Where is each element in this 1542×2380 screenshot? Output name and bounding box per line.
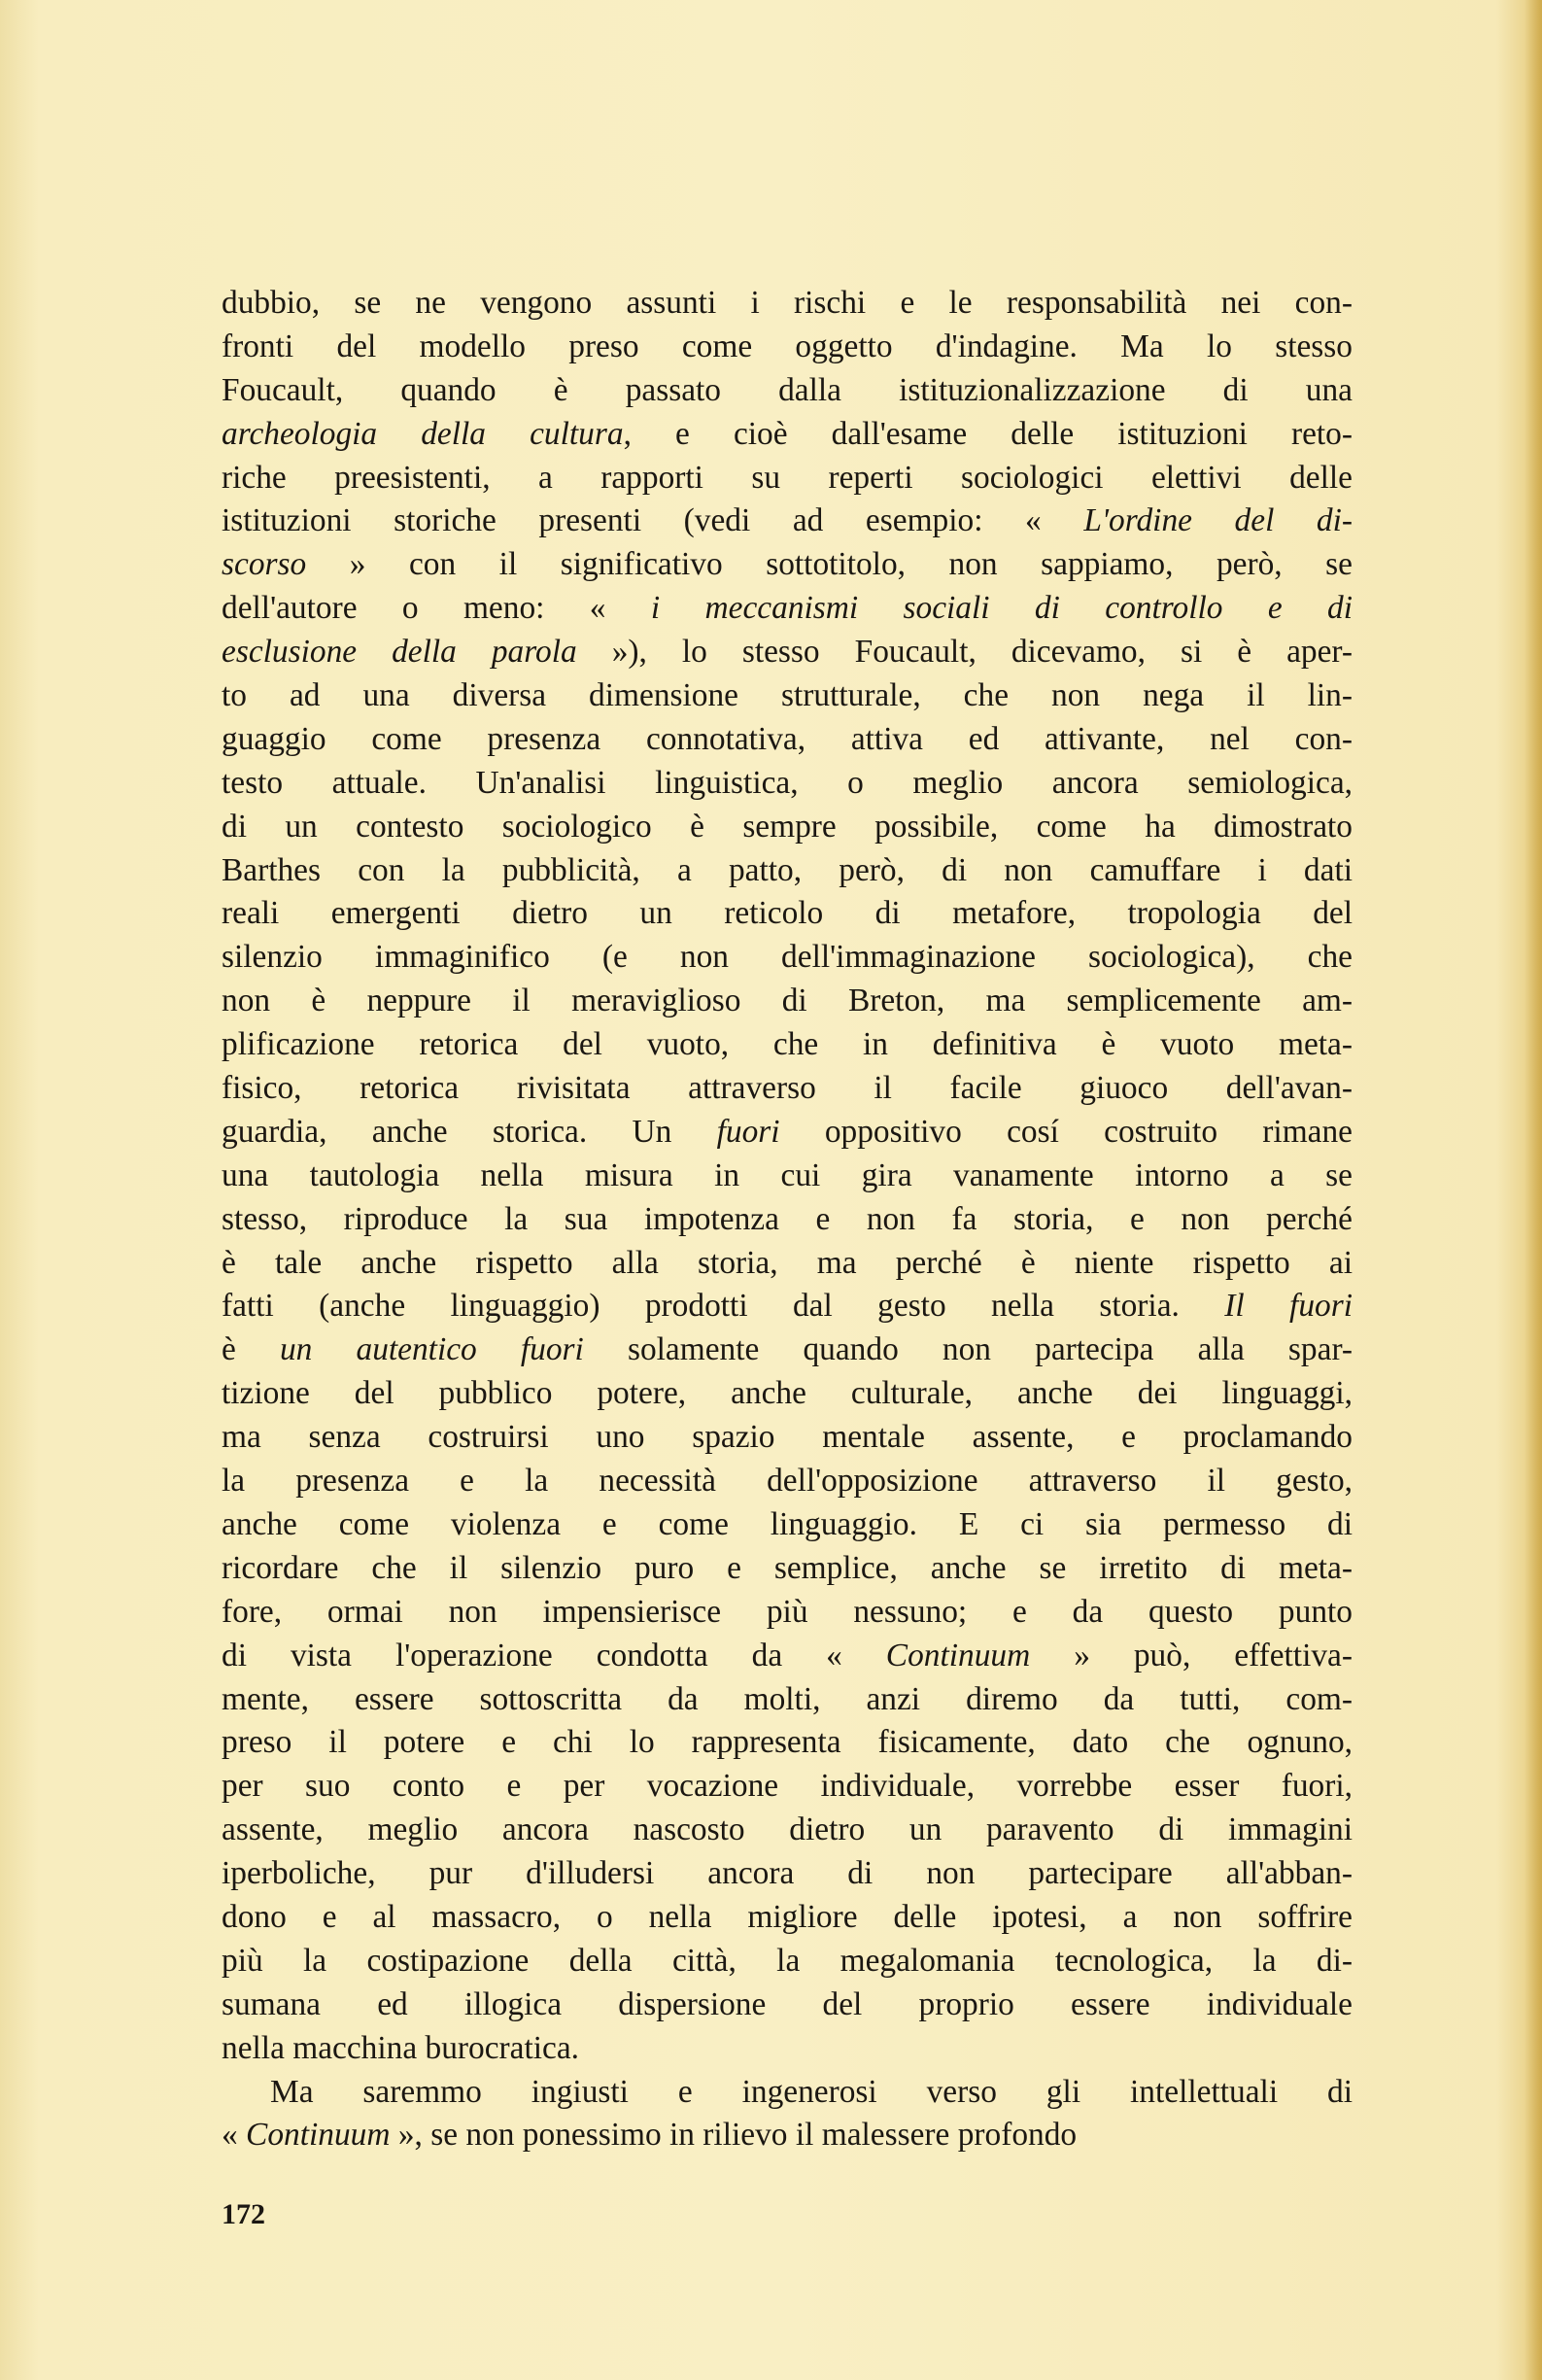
text-segment: nella macchina burocratica. xyxy=(222,2029,580,2066)
text-segment: per suo conto e per vocazione individuale, vorrebbe esser fuori, xyxy=(222,1768,1353,1805)
text-line xyxy=(222,1328,1353,1372)
text-segment: dubbio, se ne vengono assunti i rischi e le responsabilità nei con- xyxy=(222,285,1353,321)
text-line xyxy=(222,718,1353,762)
text-segment: oppositivo cosí costruito rimane xyxy=(779,1113,1353,1150)
text-segment: silenzio immaginifico (e non dell'immaginazione sociologica), che xyxy=(222,939,1353,976)
text-segment: è tale anche rispetto alla storia, ma perché è niente rispetto ai xyxy=(222,1244,1353,1281)
text-line xyxy=(222,282,1353,326)
text-segment: reali emergenti dietro un reticolo di metafore, tropologia del xyxy=(222,895,1353,932)
text-line xyxy=(222,1591,1353,1635)
text-segment: una tautologia nella misura in cui gira vanamente intorno a se xyxy=(222,1156,1353,1193)
text-line xyxy=(222,369,1353,413)
text-line xyxy=(222,587,1353,631)
text-segment: solamente quando non partecipa alla spar- xyxy=(583,1331,1354,1368)
text-line xyxy=(222,326,1353,369)
text-line xyxy=(222,2027,1353,2071)
text-line xyxy=(222,1678,1353,1722)
text-segment: preso il potere e chi lo rappresenta fisicamente, dato che ognuno, xyxy=(222,1724,1353,1761)
text-line xyxy=(222,457,1353,500)
italic-text: fuori xyxy=(716,1113,780,1150)
text-segment: ma senza costruirsi uno spazio mentale assente, e proclamando xyxy=(222,1419,1353,1456)
text-segment: la presenza e la necessità dell'opposizione attraverso il gesto, xyxy=(222,1463,1353,1500)
text-segment: istituzioni storiche presenti (vedi ad esempio: « xyxy=(222,502,1084,539)
text-line xyxy=(222,1067,1353,1111)
text-line xyxy=(222,1242,1353,1286)
italic-text: L'ordine del di- xyxy=(1083,502,1354,539)
text-line xyxy=(222,1111,1353,1155)
text-segment: iperboliche, pur d'illudersi ancora di non partecipare all'abban- xyxy=(222,1855,1353,1892)
text-segment: Barthes con la pubblicità, a patto, però, di non camuffare i dati xyxy=(222,851,1353,888)
text-segment: , e cioè dall'esame delle istituzioni reto- xyxy=(623,415,1353,452)
italic-text: un autentico fuori xyxy=(279,1331,584,1368)
italic-text: scorso xyxy=(222,546,307,583)
text-line xyxy=(222,1372,1353,1416)
text-segment: fisico, retorica rivisitata attraverso il facile giuoco dell'avan- xyxy=(222,1070,1353,1107)
text-segment: anche come violenza e come linguaggio. E ci sia permesso di xyxy=(222,1505,1353,1542)
text-line xyxy=(222,1416,1353,1460)
text-segment: to ad una diversa dimensione strutturale, che non nega il lin- xyxy=(222,677,1353,714)
text-line xyxy=(222,1460,1353,1503)
text-segment: di vista l'operazione condotta da « xyxy=(222,1637,886,1673)
text-segment: guaggio come presenza connotativa, attiva ed attivante, nel con- xyxy=(222,720,1353,757)
text-line xyxy=(222,806,1353,849)
text-line xyxy=(222,1809,1353,1852)
text-segment: » con il significativo sottotitolo, non sappiamo, però, se xyxy=(306,546,1353,583)
text-line xyxy=(222,1635,1353,1678)
text-segment: stesso, riproduce la sua impotenza e non fa storia, e non perché xyxy=(222,1200,1353,1237)
text-line xyxy=(222,1721,1353,1765)
text-line xyxy=(222,1198,1353,1242)
text-line xyxy=(222,2071,1353,2115)
text-segment: », se non ponessimo in rilievo il malessere profondo xyxy=(390,2117,1078,2154)
text-segment: tizione del pubblico potere, anche culturale, anche dei linguaggi, xyxy=(222,1375,1353,1412)
text-segment: plificazione retorica del vuoto, che in definitiva è vuoto meta- xyxy=(222,1026,1353,1063)
body-text xyxy=(222,282,1353,2157)
text-segment: » può, effettiva- xyxy=(1030,1637,1353,1673)
paragraph xyxy=(222,2071,1353,2158)
text-segment: »), lo stesso Foucault, dicevamo, si è aper- xyxy=(576,634,1353,671)
text-line xyxy=(222,500,1353,543)
text-line xyxy=(222,1896,1353,1940)
text-segment: fore, ormai non impensierisce più nessuno; e da questo punto xyxy=(222,1593,1353,1630)
text-segment: più la costipazione della città, la megalomania tecnologica, la di- xyxy=(222,1942,1353,1979)
italic-text: i meccanismi sociali di controllo e di xyxy=(650,590,1353,627)
text-segment: guardia, anche storica. Un xyxy=(222,1113,717,1150)
text-segment: Ma saremmo ingiusti e ingenerosi verso gli intellettuali di xyxy=(270,2073,1353,2110)
text-segment: è xyxy=(222,1331,280,1368)
text-line xyxy=(222,631,1353,674)
text-line xyxy=(222,892,1353,936)
italic-text: archeologia della cultura xyxy=(222,415,624,452)
text-line xyxy=(222,936,1353,980)
italic-text: Continuum xyxy=(885,1637,1031,1673)
text-segment: sumana ed illogica dispersione del proprio essere individuale xyxy=(222,1985,1353,2022)
text-line xyxy=(222,1285,1353,1328)
paragraph xyxy=(222,282,1353,2071)
page-spine-shadow xyxy=(1525,0,1542,2380)
text-line xyxy=(222,1503,1353,1547)
text-line xyxy=(222,762,1353,806)
text-segment: fatti (anche linguaggio) prodotti dal gesto nella storia. xyxy=(222,1288,1225,1325)
text-line xyxy=(222,674,1353,718)
text-segment: Foucault, quando è passato dalla istituzionalizzazione di una xyxy=(222,371,1353,408)
text-line xyxy=(222,2114,1353,2157)
text-segment: mente, essere sottoscritta da molti, anzi diremo da tutti, com- xyxy=(222,1680,1353,1717)
text-segment: assente, meglio ancora nascosto dietro un paravento di immagini xyxy=(222,1811,1353,1848)
italic-text: esclusione della parola xyxy=(222,634,577,671)
text-line xyxy=(222,1940,1353,1983)
text-segment: non è neppure il meraviglioso di Breton, ma semplicemente am- xyxy=(222,983,1353,1019)
text-segment: testo attuale. Un'analisi linguistica, o meglio ancora semiologica, xyxy=(222,764,1353,801)
italic-text: Continuum xyxy=(246,2117,391,2154)
text-segment: dell'autore o meno: « xyxy=(222,590,651,627)
text-segment: di un contesto sociologico è sempre possibile, come ha dimostrato xyxy=(222,808,1353,845)
text-segment: fronti del modello preso come oggetto d'indagine. Ma lo stesso xyxy=(222,328,1353,364)
text-line xyxy=(222,849,1353,893)
text-line xyxy=(222,543,1353,587)
text-segment: « xyxy=(222,2117,247,2154)
text-line xyxy=(222,413,1353,457)
text-line xyxy=(222,1155,1353,1198)
text-line xyxy=(222,1765,1353,1809)
text-segment: riche preesistenti, a rapporti su reperti sociologici elettivi delle xyxy=(222,459,1353,496)
page-number: 172 xyxy=(222,2198,265,2230)
text-line xyxy=(222,1983,1353,2027)
text-line xyxy=(222,1852,1353,1896)
italic-text: Il fuori xyxy=(1224,1288,1353,1325)
text-segment: dono e al massacro, o nella migliore delle ipotesi, a non soffrire xyxy=(222,1898,1353,1935)
text-line xyxy=(222,1547,1353,1591)
text-segment: ricordare che il silenzio puro e semplice, anche se irretito di meta- xyxy=(222,1549,1353,1586)
text-line xyxy=(222,980,1353,1023)
text-line xyxy=(222,1023,1353,1067)
